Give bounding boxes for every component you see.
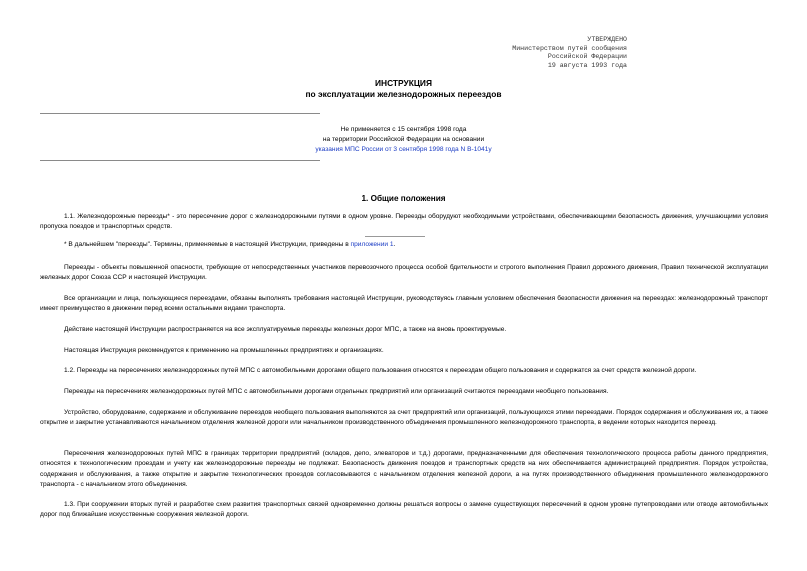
footnote-separator <box>365 236 425 237</box>
paragraph: Переезды - объекты повышенной опасности, требующие от непосредственных участников перевозочного процесса особой бдительности и строгого выполнения Правил дорожного движения, Правил технической эксплуатации железных дорог Союза ССР и настоящей Инструкции. <box>40 264 768 282</box>
approval-stamp <box>512 36 627 70</box>
paragraph: Устройство, оборудование, содержание и обслуживание переездов необщего пользования выполняются за счет предприятий или организаций, пользующихся этими переездами. Порядок содержания и обслуживания их, а также открытие и закрытие устанавливаются начальником отделения железной дороги или начальником производственного объединения промышленного железнодорожного транспорта, в ведении которых находится переезд. <box>40 409 768 427</box>
approval-line: УТВЕРЖДЕНО <box>587 36 627 43</box>
document-title: ИНСТРУКЦИЯ <box>375 78 432 88</box>
divider <box>40 160 320 161</box>
footnote-text: * В дальнейшем "переезды". Термины, применяемые в настоящей Инструкции, приведены в <box>64 241 351 248</box>
approval-line: Российской Федерации <box>547 53 627 61</box>
footnote <box>40 240 768 250</box>
paragraph: 1.1. Железнодорожные переезды* - это пересечение дорог с железнодорожными путями в одном уровне. Переезды оборудуют необходимыми устройствами, обеспечивающими безопасность движения, улучшающими условия пропуска поездов и транспортных средств. <box>40 213 768 231</box>
status-note-line: на территории Российской Федерации на основании <box>322 136 485 143</box>
paragraph: Все организации и лица, пользующиеся переездами, обязаны выполнять требования настоящей Инструкции, руководствуясь главным условием обеспечения безопасности движения на переездах: железнодорожный транспорт имеет преимущество в движении перед всеми остальными видами транспорта. <box>40 295 768 313</box>
paragraph: Переезды на пересечениях железнодорожных путей МПС с автомобильными дорогами отдельных предприятий или организаций считаются переездами необщего пользования. <box>64 388 609 395</box>
paragraph: Пересечения железнодорожных путей МПС в границах территории предприятий (складов, депо, элеваторов и т.д.) дорогами, предназначенными для обеспечения технологического процесса работы данного предприятия, относятся к технологическим проездам и учету как железнодорожные переезды не подлежат. Безопасность движения поездов и транспортных средств на них обеспечивается администрацией предприятия. Порядок устройства, содержания и обслуживания, а также открытие и закрытие технологических проездов согласовываются с начальником отделения железной дороги, а на путях производственного объединения промышленного железнодорожного транспорта - с начальником этого объединения. <box>40 450 768 488</box>
status-note-line: Не применяется с 15 сентября 1998 года <box>340 126 467 133</box>
approval-line: Министерством путей сообщения <box>512 44 627 52</box>
paragraph: Действие настоящей Инструкции распространяется на все эксплуатируемые переезды железных дорог МПС, а также на вновь проектируемые. <box>64 326 507 333</box>
appendix-1-link[interactable]: приложении 1 <box>350 241 394 248</box>
paragraph: 1.3. При сооружении вторых путей и разработке схем развития транспортных связей одновременно должны решаться вопросы о замене существующих пересечений в одном уровне путепроводами или отводе автомобильных дорог под ближайшие искусственные сооружения железной дороги. <box>40 501 768 519</box>
divider <box>40 113 320 114</box>
section-title: 1. Общие положения <box>361 194 446 203</box>
approval-line: 19 августа 1993 года <box>547 61 627 69</box>
status-note-link-row <box>0 145 807 155</box>
paragraph: Настоящая Инструкция рекомендуется к применению на промышленных предприятиях и организациях. <box>64 347 384 354</box>
paragraph: 1.2. Переезды на пересечениях железнодорожных путей МПС с автомобильными дорогами общего пользования относятся к переездам общего пользования и содержатся за счет средств железной дороги. <box>64 367 697 374</box>
repeal-order-link[interactable]: указания МПС России от 3 сентября 1998 года N В-1041у <box>315 146 492 153</box>
document-subtitle: по эксплуатации железнодорожных переездов <box>305 89 502 99</box>
footnote-text-end: . <box>393 241 396 248</box>
